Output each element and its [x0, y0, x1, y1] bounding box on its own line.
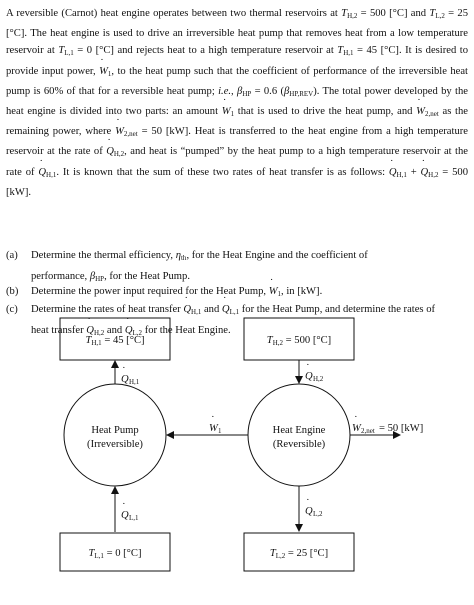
svg-text:W: W — [209, 423, 218, 434]
svg-text:2,net: 2,net — [361, 427, 375, 435]
question-a-text: Determine the thermal efficiency, $\eta_{th}$, for the Heat Engine and the coefficient of performance, $\beta_{HP}$, for the Heat Pump. — [31, 250, 368, 283]
question-a-label: (a) — [6, 250, 18, 261]
label-w-net — [352, 414, 423, 435]
svg-text:˙: ˙ — [211, 414, 215, 426]
label-q-l1 — [121, 501, 139, 522]
svg-text:W: W — [352, 423, 361, 434]
label-t-h2: TH,2 = 500 [°C] — [266, 335, 332, 347]
heat-pump-sublabel: (Irreversible) — [87, 439, 143, 450]
label-q-h1 — [121, 365, 140, 386]
svg-text:˙: ˙ — [122, 365, 126, 377]
svg-text:L,2: L,2 — [313, 510, 323, 518]
svg-text:= 50 [kW]: = 50 [kW] — [379, 423, 424, 434]
svg-text:Q: Q — [305, 371, 313, 382]
question-b-text: Determine the power input required for the Heat Pump, ˙ $W_1$, in [kW]. — [31, 283, 468, 304]
label-t-l1: TL,1 = 0 [°C] — [88, 548, 142, 560]
question-c-label: (c) — [6, 304, 18, 315]
label-w1 — [209, 414, 222, 435]
question-c-text: Determine the rates of heat transfer ˙ $Q_{H,1}$ and ˙ $Q_{L,1}$ for the Heat Pump, and determine the rates of heat transfer ˙ $Q_{H,2}$ and ˙ $Q_{L,2}$ for the Heat Engine. — [31, 301, 468, 342]
question-b-label: (b) — [6, 286, 19, 297]
label-q-l2 — [305, 497, 323, 518]
svg-text:H,1: H,1 — [129, 378, 140, 386]
heat-pump-label: Heat Pump — [91, 425, 139, 436]
heat-engine-sublabel: (Reversible) — [272, 439, 326, 450]
svg-text:˙: ˙ — [354, 414, 358, 426]
label-t-h1: TH,1 = 45 [°C] — [85, 335, 145, 347]
svg-text:L,1: L,1 — [129, 514, 139, 522]
svg-text:Q: Q — [121, 374, 129, 385]
label-t-l2: TL,2 = 25 [°C] — [269, 548, 329, 560]
label-q-h2 — [305, 362, 324, 383]
svg-text:Q: Q — [305, 506, 313, 517]
svg-text:˙: ˙ — [122, 501, 126, 513]
problem-statement: A reversible (Carnot) heat engine operates between two thermal reservoirs at $T_{H,2} = 500$ [°C] and $T_{L,2} = 25$ [°C]. The heat engine is used to drive an irreversible heat pump that removes heat from a low temperature reservoir at $T_{L,1} = 0$ [°C] and rejects heat to a high temperature reservoir at $T_{H,1} = 45$ [°C]. It is desired to provide input power, ˙ $W_1$, to the heat pump such that the coefficient of performance of the irreversible heat pump is 60% of that for a reversible heat pump; i.e., $\beta_{HP} = 0.6$ $(\beta_{HP,REV})$. The total power developed by the heat engine is divided into two parts: an amount ˙ $W_1$ that is used to drive the heat pump, and ˙ $W_{2,net}$ as the remaining power, where ˙ $W_{2,net} = 50$ [kW]. Heat is transferred to the heat engine from a high temperature reservoir at the rate of ˙ $Q_{H,2}$, and heat is “pumped” by the heat pump to a high temperature reservoir at the rate of ˙ $Q_{H,1}$. It is known that the sum of these two rates of heat transfer is as follows: ˙ $Q_{H,1}$ + ˙ $Q_{H,2} = 500$ [kW]. — [6, 5, 468, 201]
svg-text:˙: ˙ — [306, 497, 310, 509]
svg-text:H,2: H,2 — [313, 375, 324, 383]
heat-engine-label: Heat Engine — [272, 425, 326, 436]
svg-text:˙: ˙ — [306, 362, 310, 374]
svg-text:1: 1 — [218, 427, 222, 435]
svg-text:Q: Q — [121, 510, 129, 521]
